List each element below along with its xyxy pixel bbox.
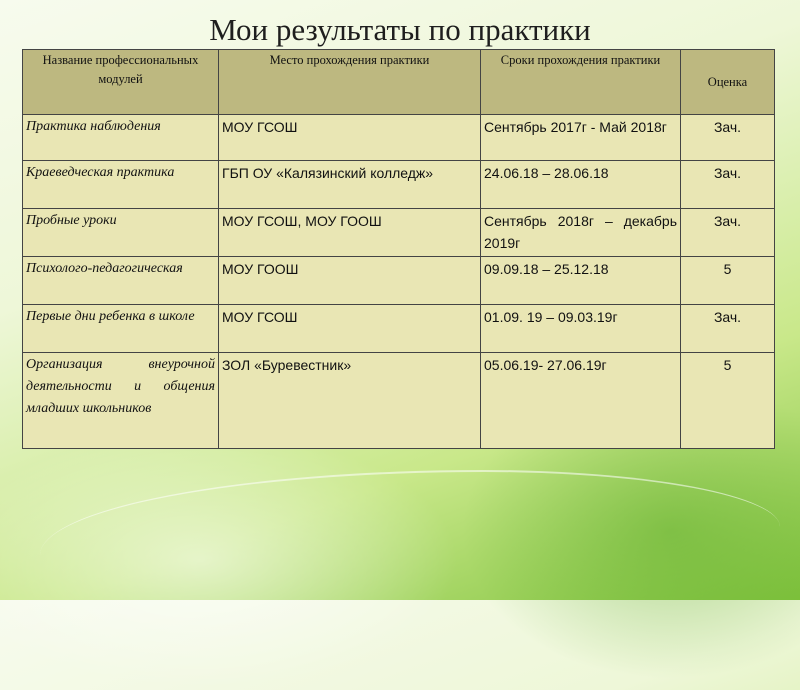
table-row bbox=[23, 161, 775, 209]
slide-title: Мои результаты по практики bbox=[209, 12, 591, 47]
table-row bbox=[23, 209, 775, 257]
grade-cell: 5 bbox=[681, 257, 775, 305]
module-cell: Пробные уроки bbox=[23, 209, 219, 257]
header-module: Название профессиональных модулей bbox=[23, 50, 219, 115]
dates-cell: 09.09.18 – 25.12.18 bbox=[481, 257, 681, 305]
table-header-row bbox=[23, 50, 775, 115]
table-row bbox=[23, 353, 775, 449]
place-cell: ЗОЛ «Буревестник» bbox=[219, 353, 481, 449]
place-cell: МОУ ГСОШ, МОУ ГООШ bbox=[219, 209, 481, 257]
grade-cell: Зач. bbox=[681, 115, 775, 161]
place-cell: МОУ ГООШ bbox=[219, 257, 481, 305]
dates-cell: Сентябрь 2017г - Май 2018г bbox=[481, 115, 681, 161]
module-cell: Краеведческая практика bbox=[23, 161, 219, 209]
practice-results-table bbox=[22, 49, 775, 449]
module-cell: Организация внеурочной деятельности и общения младших школьников bbox=[23, 353, 219, 449]
header-grade: Оценка bbox=[681, 50, 775, 115]
header-place: Место прохождения практики bbox=[219, 50, 481, 115]
grade-cell: Зач. bbox=[681, 209, 775, 257]
background-swoosh bbox=[40, 470, 780, 612]
table-row bbox=[23, 257, 775, 305]
table-row bbox=[23, 305, 775, 353]
dates-cell: 05.06.19- 27.06.19г bbox=[481, 353, 681, 449]
dates-cell: 01.09. 19 – 09.03.19г bbox=[481, 305, 681, 353]
dates-cell: Сентябрь 2018г – декабрь 2019г bbox=[481, 209, 681, 257]
dates-cell: 24.06.18 – 28.06.18 bbox=[481, 161, 681, 209]
grade-cell: 5 bbox=[681, 353, 775, 449]
place-cell: МОУ ГСОШ bbox=[219, 115, 481, 161]
module-cell: Психолого-педагогическая bbox=[23, 257, 219, 305]
module-cell: Первые дни ребенка в школе bbox=[23, 305, 219, 353]
place-cell: ГБП ОУ «Калязинский колледж» bbox=[219, 161, 481, 209]
header-dates: Сроки прохождения практики bbox=[481, 50, 681, 115]
table-row bbox=[23, 115, 775, 161]
place-cell: МОУ ГСОШ bbox=[219, 305, 481, 353]
module-cell: Практика наблюдения bbox=[23, 115, 219, 161]
background-glow bbox=[0, 430, 460, 690]
grade-cell: Зач. bbox=[681, 305, 775, 353]
grade-cell: Зач. bbox=[681, 161, 775, 209]
